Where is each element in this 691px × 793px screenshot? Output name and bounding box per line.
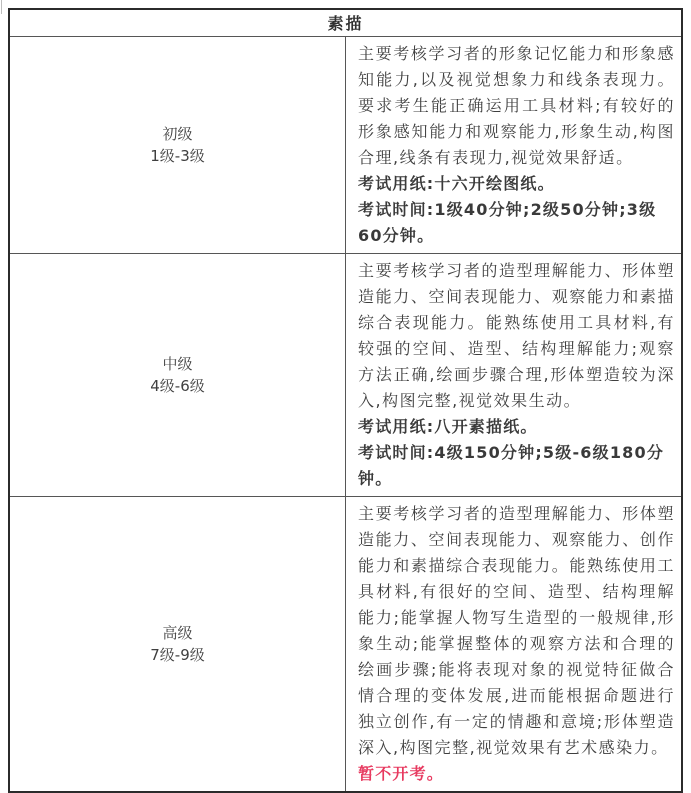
exam-paper-line-intermediate: 考试用纸:八开素描纸。 (358, 417, 538, 436)
table-row-intermediate (9, 254, 682, 497)
level-name-advanced: 高级 (162, 624, 193, 642)
content-cell-advanced (346, 497, 683, 793)
exam-paper-line-beginner: 考试用纸:十六开绘图纸。 (358, 174, 555, 193)
content-cell-beginner (346, 37, 683, 254)
scan-artifact-line (1, 0, 2, 14)
sketch-exam-level-table (8, 8, 683, 793)
table-title: 素描 (9, 9, 682, 37)
table-header (9, 9, 682, 37)
level-name-intermediate: 中级 (162, 355, 193, 373)
notice-not-open-line: 暂不开考。 (358, 764, 445, 783)
level-grades-beginner: 1级-3级 (150, 147, 205, 165)
exam-time-line-beginner: 考试时间:1级40分钟;2级50分钟;3级60分钟。 (358, 200, 657, 245)
level-cell-beginner (9, 37, 346, 254)
level-name-beginner: 初级 (162, 125, 193, 143)
level-grades-intermediate: 4级-6级 (150, 377, 205, 395)
level-description-advanced: 主要考核学习者的造型理解能力、形体塑造能力、空间表现能力、观察能力、创作能力和素描综合表现能力。能熟练使用工具材料,有很好的空间、造型、结构理解能力;能掌握人物写生造型的一般规律,形象生动;能掌握整体的观察方法和合理的绘画步骤;能将表现对象的视觉特征做合情合理的变体发展,进而能根据命题进行独立创作,有一定的情趣和意境;形体塑造深入,构图完整,视觉效果有艺术感染力。 (358, 504, 675, 757)
level-cell-advanced (9, 497, 346, 793)
table-body (9, 37, 682, 793)
title-row (9, 9, 682, 37)
level-description-intermediate: 主要考核学习者的造型理解能力、形体塑造能力、空间表现能力、观察能力和素描综合表现能力。能熟练使用工具材料,有较强的空间、造型、结构理解能力;观察方法正确,绘画步骤合理,形体塑造较为深入,构图完整,视觉效果生动。 (358, 261, 675, 410)
level-description-beginner: 主要考核学习者的形象记忆能力和形象感知能力,以及视觉想象力和线条表现力。要求考生能正确运用工具材料;有较好的形象感知能力和观察能力,形象生动,构图合理,线条有表现力,视觉效果舒适。 (358, 44, 675, 167)
table-row-beginner (9, 37, 682, 254)
table-row-advanced (9, 497, 682, 793)
exam-time-line-intermediate: 考试时间:4级150分钟;5级-6级180分钟。 (358, 443, 665, 488)
level-grades-advanced: 7级-9级 (150, 646, 205, 664)
content-cell-intermediate (346, 254, 683, 497)
level-cell-intermediate (9, 254, 346, 497)
